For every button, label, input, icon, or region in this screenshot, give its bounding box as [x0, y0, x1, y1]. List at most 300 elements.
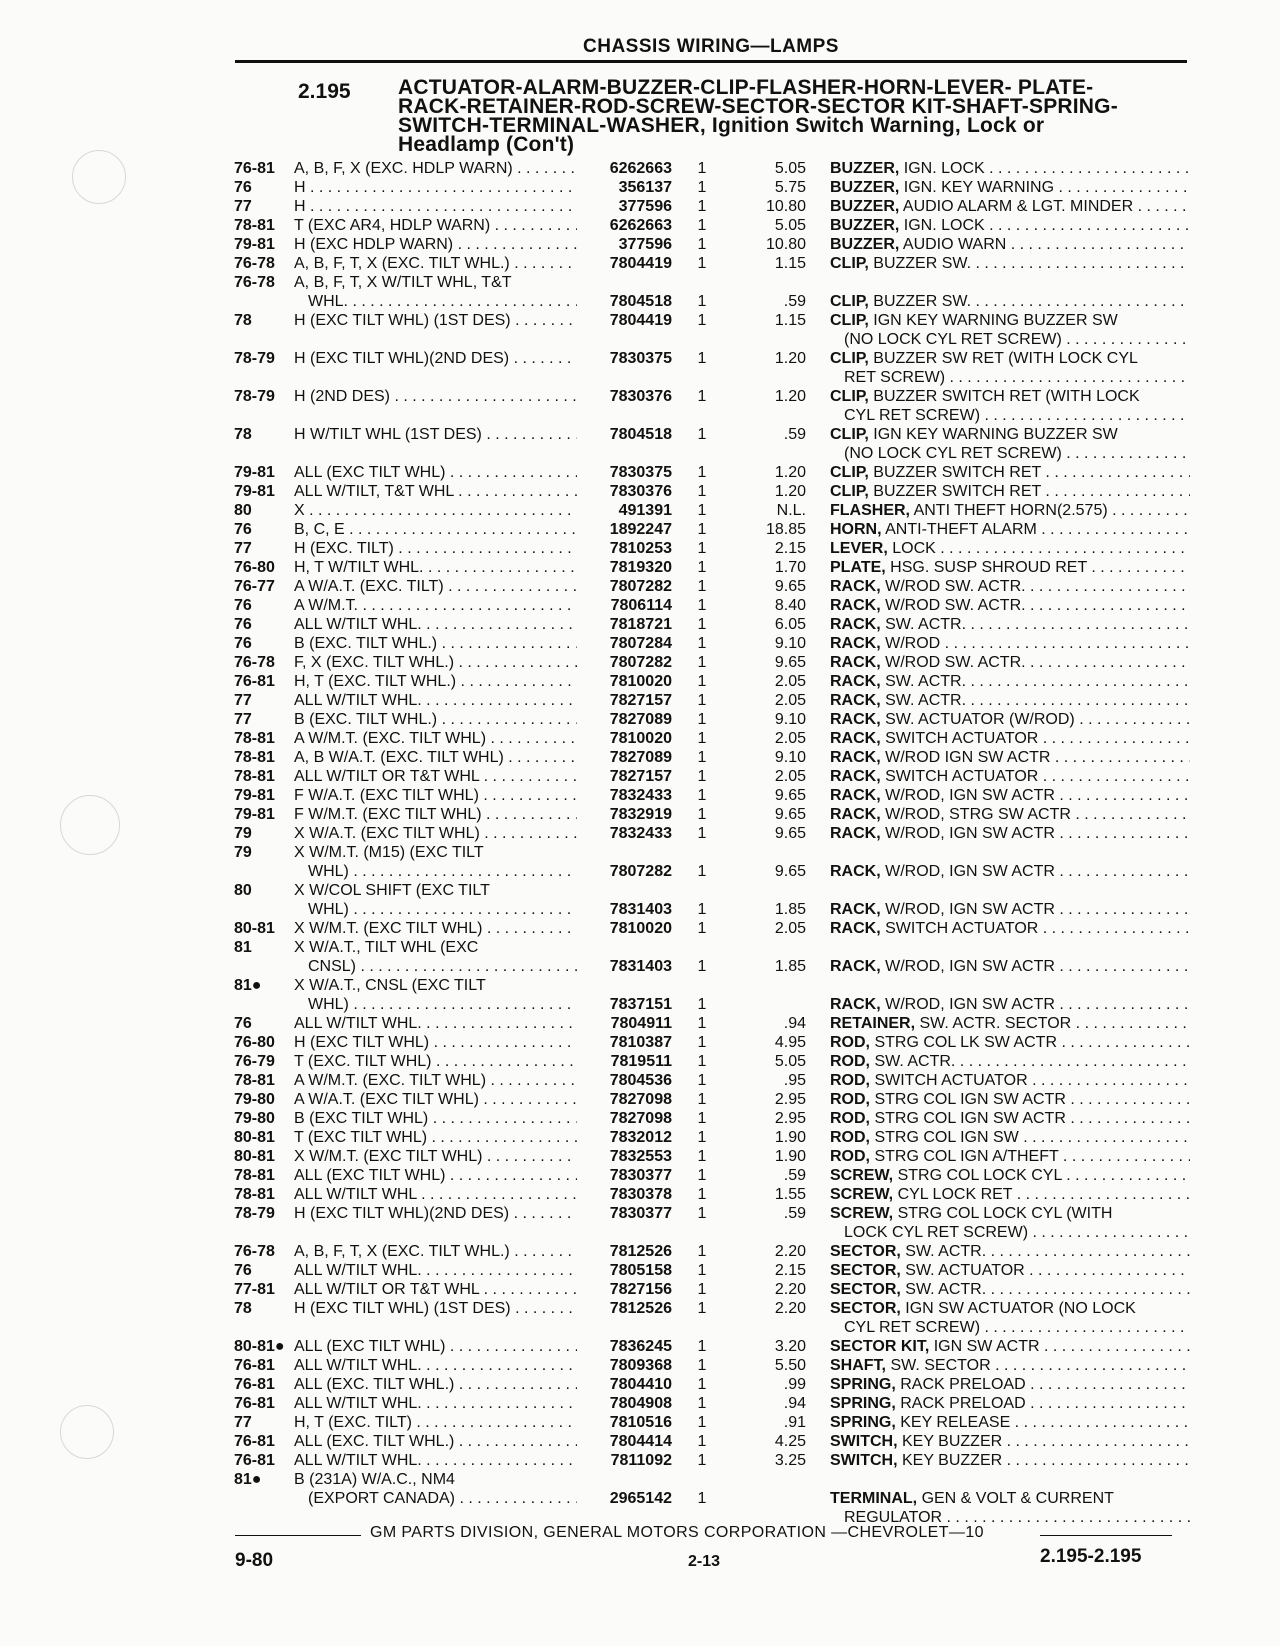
year-cell-text: 77 [234, 692, 252, 709]
year-cell-text: 76-80 [234, 1034, 275, 1051]
part-number-cell [577, 824, 672, 843]
price-cell [732, 330, 806, 349]
part-number-cell [577, 938, 672, 957]
part-name: BUZZER, [830, 198, 900, 215]
model-cell [294, 976, 577, 995]
model-text: H (EXC HDLP WARN) [294, 236, 454, 253]
model-text: X W/A.T., TILT WHL (EXC [294, 939, 479, 956]
price-cell [732, 995, 806, 1014]
year-cell [234, 1014, 294, 1033]
model-cell [294, 786, 577, 805]
description-cell [830, 938, 1190, 957]
quantity-cell [672, 1394, 732, 1413]
model-text: ALL (EXC TILT WHL) [294, 1338, 446, 1355]
description-cell [830, 1451, 1190, 1470]
description-cell [830, 1280, 1190, 1299]
part-name: SECTOR, [830, 1262, 901, 1279]
model-text: T (EXC AR4, HDLP WARN) [294, 217, 491, 234]
year-cell [234, 1090, 294, 1109]
description-cell [830, 710, 1190, 729]
spacer-cell [806, 900, 830, 919]
table-row [234, 938, 1190, 957]
quantity-cell [672, 862, 732, 881]
quantity-cell [672, 634, 732, 653]
quantity-cell-text: 1 [697, 236, 707, 253]
model-text: H (EXC. TILT) [294, 540, 394, 557]
part-description: SW. ACTR. SECTOR [919, 1015, 1072, 1032]
part-number-cell [577, 216, 672, 235]
price-cell-text: 1.90 [774, 1148, 806, 1165]
quantity-cell [672, 843, 732, 862]
quantity-cell-text: 1 [697, 1281, 707, 1298]
part-number-cell-text: 7804911 [610, 1015, 672, 1032]
part-name: BUZZER, [830, 217, 900, 234]
year-cell-text: 76-78 [234, 654, 275, 671]
description-cell [830, 995, 1190, 1014]
model-cell [294, 1337, 577, 1356]
part-number-cell [577, 1394, 672, 1413]
price-cell [732, 729, 806, 748]
price-cell-text: 3.20 [774, 1338, 806, 1355]
spacer-cell [806, 729, 830, 748]
year-cell [234, 273, 294, 292]
quantity-cell [672, 1147, 732, 1166]
spacer-cell [806, 254, 830, 273]
part-name: ROD, [830, 1148, 870, 1165]
table-row [234, 976, 1190, 995]
spacer-cell [806, 1242, 830, 1261]
quantity-cell [672, 976, 732, 995]
table-row [234, 501, 1190, 520]
price-cell-text: 2.95 [774, 1110, 806, 1127]
part-description: SW. ACTR. [874, 1053, 956, 1070]
description-cell [830, 197, 1190, 216]
description-cell [830, 387, 1190, 406]
price-cell-text: 1.15 [774, 312, 806, 329]
quantity-cell [672, 1223, 732, 1242]
quantity-cell-text: 1 [697, 198, 707, 215]
year-cell-text: 77 [234, 540, 252, 557]
spacer-cell [806, 596, 830, 615]
part-number-cell-text: 7812526 [609, 1243, 672, 1260]
price-cell [732, 900, 806, 919]
year-cell-text: 79-81 [234, 806, 275, 823]
description-cell [830, 748, 1190, 767]
part-description: W/ROD SW. ACTR. [885, 578, 1026, 595]
table-row [234, 1109, 1190, 1128]
table-row [234, 1280, 1190, 1299]
price-cell-text: 2.20 [774, 1243, 806, 1260]
price-cell-text: 9.65 [774, 654, 806, 671]
quantity-cell [672, 1052, 732, 1071]
part-description: W/ROD SW. ACTR. [885, 597, 1026, 614]
model-cell [294, 292, 577, 311]
year-cell [234, 1470, 294, 1489]
table-row [234, 1166, 1190, 1185]
quantity-cell [672, 1470, 732, 1489]
spacer-cell [806, 1261, 830, 1280]
part-number-cell [577, 1166, 672, 1185]
price-cell [732, 805, 806, 824]
spacer-cell [806, 406, 830, 425]
description-cell [830, 444, 1190, 463]
description-cell [830, 1394, 1190, 1413]
price-cell [732, 919, 806, 938]
spacer-cell [806, 1185, 830, 1204]
part-description: SW. ACTR. [885, 616, 967, 633]
price-cell-text: .59 [783, 293, 806, 310]
model-text: B (EXC TILT WHL) [294, 1110, 429, 1127]
part-number-cell [577, 482, 672, 501]
part-number-cell-text: 7827089 [609, 711, 672, 728]
price-cell [732, 406, 806, 425]
price-cell [732, 1451, 806, 1470]
year-cell-text: 79 [234, 825, 252, 842]
quantity-cell-text: 1 [697, 1452, 707, 1469]
quantity-cell-text: 1 [697, 1433, 707, 1450]
model-cell [294, 691, 577, 710]
model-cell [294, 824, 577, 843]
year-cell-text: 78-79 [234, 350, 275, 367]
part-number-cell-text: 7810516 [609, 1414, 672, 1431]
description-cell [830, 1090, 1190, 1109]
price-cell [732, 824, 806, 843]
price-cell-text: 1.85 [774, 958, 806, 975]
model-text: ALL (EXC. TILT WHL.) [294, 1376, 455, 1393]
year-cell [234, 501, 294, 520]
spacer-cell [806, 463, 830, 482]
part-number-cell-text: 7804908 [609, 1395, 672, 1412]
model-text: A, B, F, X (EXC. HDLP WARN) [294, 160, 513, 177]
part-number-cell [577, 311, 672, 330]
table-row [234, 197, 1190, 216]
spacer-cell [806, 653, 830, 672]
part-description: BUZZER SWITCH RET (WITH LOCK [873, 388, 1140, 405]
quantity-cell [672, 159, 732, 178]
quantity-cell-text: 1 [697, 711, 707, 728]
quantity-cell-text: 1 [697, 787, 707, 804]
price-cell [732, 1223, 806, 1242]
price-cell [732, 748, 806, 767]
model-cell [294, 672, 577, 691]
part-name: SCREW, [830, 1167, 894, 1184]
year-cell [234, 1185, 294, 1204]
part-number-cell-text: 6262663 [609, 160, 672, 177]
table-row [234, 805, 1190, 824]
description-cell [830, 1071, 1190, 1090]
part-name: RACK, [830, 616, 881, 633]
table-row [234, 368, 1190, 387]
part-number-cell-text: 7836245 [609, 1338, 672, 1355]
spacer-cell [806, 1413, 830, 1432]
description-cell [830, 957, 1190, 976]
description-cell [830, 1375, 1190, 1394]
part-number-cell-text: 7811092 [610, 1452, 672, 1469]
year-cell [234, 1166, 294, 1185]
quantity-cell-text: 1 [697, 540, 707, 557]
year-cell-text: 76-81 [234, 673, 275, 690]
price-cell-text: .94 [783, 1395, 806, 1412]
spacer-cell [806, 235, 830, 254]
price-cell [732, 558, 806, 577]
part-number-cell [577, 387, 672, 406]
quantity-cell [672, 1071, 732, 1090]
price-cell [732, 1489, 806, 1508]
part-number-cell-text: 377596 [618, 198, 672, 215]
description-cell [830, 843, 1190, 862]
quantity-cell-text: 1 [697, 578, 707, 595]
spacer-cell [806, 1128, 830, 1147]
model-text: H, T (EXC. TILT WHL.) [294, 673, 457, 690]
part-name: RACK, [830, 711, 881, 728]
year-cell-text: 76-81 [234, 1376, 275, 1393]
part-number-cell-text: 7807282 [609, 654, 672, 671]
part-description: STRG COL LOCK CYL (WITH [897, 1205, 1113, 1222]
quantity-cell-text: 1 [697, 350, 707, 367]
price-cell [732, 1204, 806, 1223]
quantity-cell-text: 1 [697, 1034, 707, 1051]
model-cell [294, 539, 577, 558]
description-cell [830, 786, 1190, 805]
spacer-cell [806, 862, 830, 881]
part-name: HORN, [830, 521, 882, 538]
quantity-cell-text: 1 [697, 160, 707, 177]
year-cell-text: 78-79 [234, 1205, 275, 1222]
description-cell [830, 1014, 1190, 1033]
page-header: CHASSIS WIRING—LAMPS [583, 36, 839, 57]
part-description: AUDIO ALARM & LGT. MINDER [902, 198, 1134, 215]
model-text: ALL (EXC TILT WHL) [294, 464, 446, 481]
price-cell [732, 1052, 806, 1071]
part-name: SPRING, [830, 1376, 896, 1393]
quantity-cell [672, 254, 732, 273]
price-cell-text: 2.15 [774, 1262, 806, 1279]
model-text: ALL W/TILT WHL. [294, 1262, 422, 1279]
part-number-cell [577, 1299, 672, 1318]
table-row [234, 1451, 1190, 1470]
price-cell [732, 1090, 806, 1109]
part-number-cell [577, 767, 672, 786]
table-row [234, 1394, 1190, 1413]
year-cell [234, 976, 294, 995]
price-cell [732, 938, 806, 957]
price-cell [732, 577, 806, 596]
table-row [234, 862, 1190, 881]
year-cell-text: 78-81 [234, 217, 275, 234]
spacer-cell [806, 368, 830, 387]
model-cell [294, 1147, 577, 1166]
year-cell [234, 1337, 294, 1356]
price-cell [732, 1280, 806, 1299]
year-cell-text: 78-79 [234, 388, 275, 405]
description-cell [830, 1166, 1190, 1185]
model-cell [294, 1242, 577, 1261]
description-cell [830, 254, 1190, 273]
part-name: CLIP, [830, 388, 869, 405]
part-name: SPRING, [830, 1395, 896, 1412]
quantity-cell [672, 501, 732, 520]
section-title-line: SWITCH-TERMINAL-WASHER, Ignition Switch Warning, Lock or [398, 114, 1045, 137]
quantity-cell [672, 1337, 732, 1356]
spacer-cell [806, 1147, 830, 1166]
model-cell [294, 1223, 577, 1242]
year-cell [234, 862, 294, 881]
part-description: ANTI-THEFT ALARM [885, 521, 1037, 538]
part-number-cell [577, 710, 672, 729]
model-cell [294, 463, 577, 482]
year-cell-text: 77 [234, 1414, 252, 1431]
table-row [234, 406, 1190, 425]
table-row [234, 843, 1190, 862]
part-description: SW. ACTR. [885, 692, 967, 709]
model-text: H (2ND DES) [294, 388, 391, 405]
part-number-cell [577, 501, 672, 520]
part-name: SECTOR KIT, [830, 1338, 930, 1355]
spacer-cell [806, 1394, 830, 1413]
part-description: REGULATOR [844, 1509, 943, 1526]
part-description: SW. ACTUATOR (W/ROD) [885, 711, 1075, 728]
description-cell [830, 501, 1190, 520]
spacer-cell [806, 197, 830, 216]
model-text: H, T (EXC. TILT) [294, 1414, 412, 1431]
price-cell-text: 1.90 [774, 1129, 806, 1146]
model-cell [294, 178, 577, 197]
part-description: W/ROD, IGN SW ACTR [885, 958, 1055, 975]
table-row [234, 1432, 1190, 1451]
part-description: CYL LOCK RET [897, 1186, 1013, 1203]
price-cell-text: .59 [783, 426, 806, 443]
table-row [234, 1185, 1190, 1204]
table-row [234, 1356, 1190, 1375]
spacer-cell [806, 482, 830, 501]
quantity-cell [672, 767, 732, 786]
year-cell-text: 76-79 [234, 1053, 275, 1070]
spacer-cell [806, 577, 830, 596]
part-description: RET SCREW) [844, 369, 946, 386]
year-cell [234, 330, 294, 349]
part-number-cell-text: 7832919 [609, 806, 672, 823]
table-row [234, 1413, 1190, 1432]
description-cell [830, 425, 1190, 444]
model-cell [294, 1413, 577, 1432]
quantity-cell-text: 1 [697, 1490, 707, 1507]
part-description: W/ROD IGN SW ACTR [885, 749, 1051, 766]
description-cell [830, 349, 1190, 368]
quantity-cell-text: 1 [697, 426, 707, 443]
part-number-cell [577, 786, 672, 805]
part-number-cell-text: 7804419 [609, 312, 672, 329]
spacer-cell [806, 748, 830, 767]
part-number-cell-text: 7819511 [610, 1053, 672, 1070]
model-cell [294, 748, 577, 767]
part-number-cell [577, 596, 672, 615]
part-description: SWITCH ACTUATOR [885, 920, 1039, 937]
description-cell [830, 1128, 1190, 1147]
part-number-cell [577, 444, 672, 463]
quantity-cell-text: 1 [697, 179, 707, 196]
description-cell [830, 805, 1190, 824]
price-cell [732, 1166, 806, 1185]
description-cell [830, 539, 1190, 558]
year-cell [234, 615, 294, 634]
year-cell [234, 748, 294, 767]
quantity-cell [672, 1375, 732, 1394]
price-cell [732, 159, 806, 178]
year-cell [234, 805, 294, 824]
part-description: W/ROD [885, 635, 941, 652]
spacer-cell [806, 1489, 830, 1508]
year-cell-text: 76-81 [234, 1395, 275, 1412]
spacer-cell [806, 1280, 830, 1299]
price-cell [732, 1470, 806, 1489]
model-cell [294, 330, 577, 349]
price-cell [732, 539, 806, 558]
model-text: X W/COL SHIFT (EXC TILT [294, 882, 490, 899]
table-row [234, 311, 1190, 330]
description-cell [830, 881, 1190, 900]
quantity-cell-text: 1 [697, 863, 707, 880]
description-cell [830, 1318, 1190, 1337]
model-cell [294, 1451, 577, 1470]
part-number-cell [577, 1489, 672, 1508]
price-cell [732, 1394, 806, 1413]
model-cell [294, 881, 577, 900]
price-cell-text: 5.50 [774, 1357, 806, 1374]
part-number-cell-text: 7804518 [609, 293, 672, 310]
spacer-cell [806, 292, 830, 311]
description-cell [830, 1413, 1190, 1432]
model-cell [294, 273, 577, 292]
part-name: RACK, [830, 730, 881, 747]
price-cell [732, 387, 806, 406]
quantity-cell [672, 349, 732, 368]
part-name: CLIP, [830, 255, 869, 272]
part-number-cell [577, 1147, 672, 1166]
description-cell [830, 729, 1190, 748]
description-cell [830, 596, 1190, 615]
section-title-line: ACTUATOR-ALARM-BUZZER-CLIP-FLASHER-HORN-LEVER- PLATE- [398, 76, 1094, 99]
year-cell [234, 1508, 294, 1527]
year-cell [234, 1375, 294, 1394]
part-number-cell [577, 1052, 672, 1071]
spacer-cell [806, 387, 830, 406]
part-number-cell-text: 7810020 [609, 730, 672, 747]
year-cell-text: 77 [234, 711, 252, 728]
spacer-cell [806, 1318, 830, 1337]
year-cell [234, 482, 294, 501]
model-cell [294, 482, 577, 501]
year-cell-text: 76-80 [234, 559, 275, 576]
quantity-cell [672, 900, 732, 919]
part-number-cell-text: 7832433 [609, 825, 672, 842]
table-row [234, 482, 1190, 501]
model-cell [294, 919, 577, 938]
spacer-cell [806, 1204, 830, 1223]
price-cell-text: 2.05 [774, 673, 806, 690]
description-cell [830, 216, 1190, 235]
price-cell-text: 9.10 [774, 749, 806, 766]
quantity-cell [672, 1356, 732, 1375]
price-cell-text: .59 [783, 1167, 806, 1184]
year-cell [234, 1432, 294, 1451]
punch-hole [60, 795, 120, 855]
model-cell [294, 159, 577, 178]
year-cell-text: 79-81 [234, 483, 275, 500]
quantity-cell-text: 1 [697, 825, 707, 842]
table-row [234, 1090, 1190, 1109]
year-cell [234, 1071, 294, 1090]
description-cell [830, 482, 1190, 501]
